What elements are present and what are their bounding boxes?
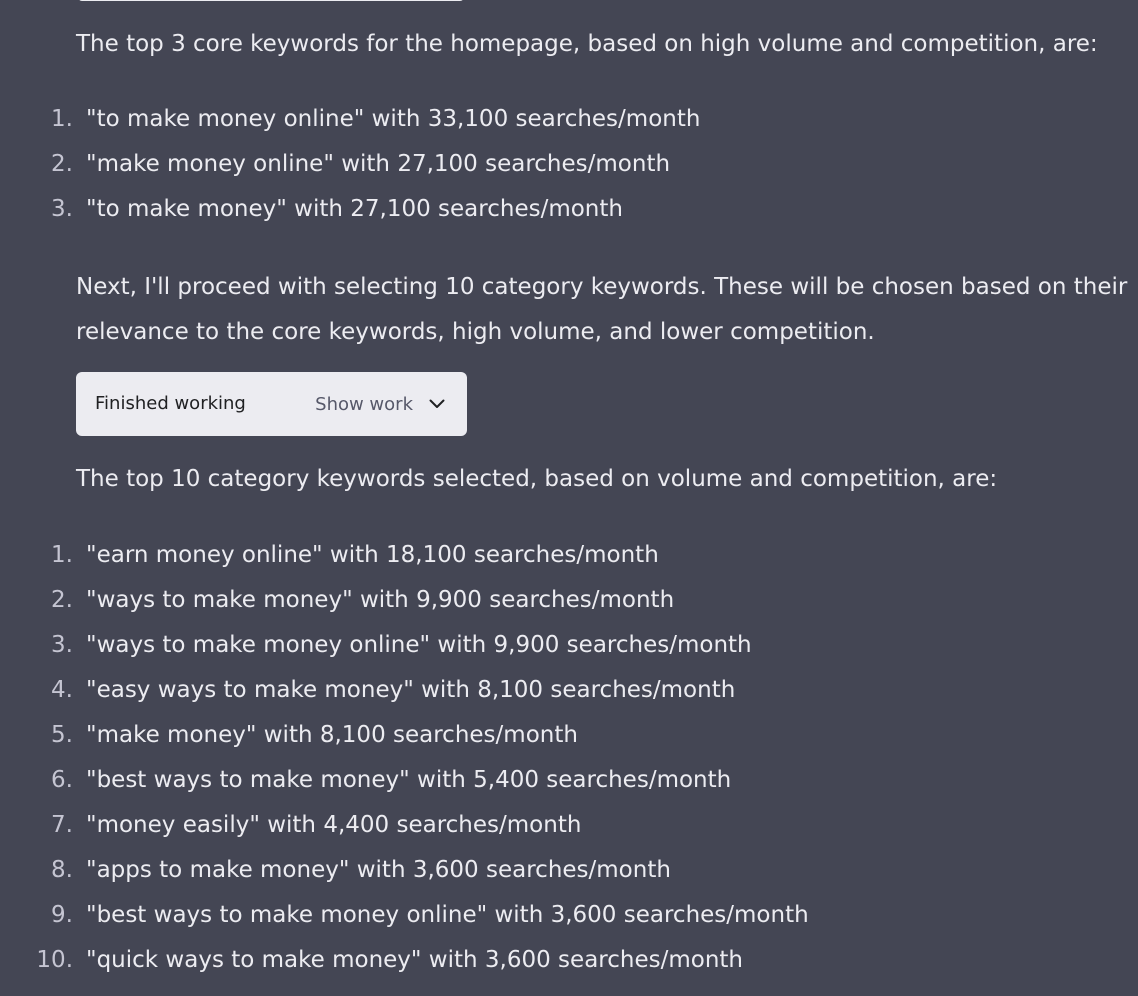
list-item-text: "make money online" with 27,100 searches/month — [86, 151, 671, 177]
list-number: 9. — [51, 902, 73, 928]
list-number: 3. — [51, 632, 73, 658]
next-step-line-2: relevance to the core keywords, high volume, and lower competition. — [76, 319, 875, 345]
list-item — [0, 578, 1138, 623]
work-status-label: Finished working — [95, 393, 246, 414]
list-item — [0, 142, 1138, 187]
list-item-text: "to make money online" with 33,100 searches/month — [86, 106, 701, 132]
show-work-button[interactable] — [315, 372, 445, 436]
chevron-down-icon — [429, 399, 445, 409]
list-item — [0, 758, 1138, 803]
category-keywords-intro: The top 10 category keywords selected, based on volume and competition, are: — [76, 466, 998, 492]
list-item — [0, 668, 1138, 713]
next-step-line-1: Next, I'll proceed with selecting 10 category keywords. These will be chosen based on their — [76, 274, 1128, 300]
list-item-text: "to make money" with 27,100 searches/month — [86, 196, 623, 222]
list-item-text: "best ways to make money" with 5,400 searches/month — [86, 767, 732, 793]
work-status-box — [76, 372, 467, 436]
list-item-text: "quick ways to make money" with 3,600 searches/month — [86, 947, 743, 973]
list-number: 6. — [51, 767, 73, 793]
core-keywords-intro: The top 3 core keywords for the homepage, based on high volume and competition, are: — [76, 31, 1098, 57]
previous-box-edge — [78, 0, 464, 1]
list-item-text: "ways to make money" with 9,900 searches/month — [86, 587, 675, 613]
list-item — [0, 938, 1138, 983]
list-number: 10. — [36, 947, 73, 973]
list-item-text: "apps to make money" with 3,600 searches/month — [86, 857, 671, 883]
list-item-text: "earn money online" with 18,100 searches/month — [86, 542, 659, 568]
list-number: 5. — [51, 722, 73, 748]
show-work-label: Show work — [315, 393, 413, 415]
list-number: 3. — [51, 196, 73, 222]
list-item-text: "ways to make money online" with 9,900 searches/month — [86, 632, 752, 658]
list-item — [0, 893, 1138, 938]
list-number: 7. — [51, 812, 73, 838]
list-item — [0, 187, 1138, 232]
list-item — [0, 848, 1138, 893]
list-number: 2. — [51, 587, 73, 613]
core-keywords-list — [0, 97, 1138, 232]
list-item — [0, 533, 1138, 578]
list-number: 1. — [51, 542, 73, 568]
category-keywords-list — [0, 533, 1138, 983]
list-item — [0, 803, 1138, 848]
list-item-text: "make money" with 8,100 searches/month — [86, 722, 578, 748]
list-number: 8. — [51, 857, 73, 883]
list-item — [0, 713, 1138, 758]
list-item-text: "easy ways to make money" with 8,100 searches/month — [86, 677, 736, 703]
list-number: 1. — [51, 106, 73, 132]
list-item — [0, 623, 1138, 668]
list-number: 4. — [51, 677, 73, 703]
list-number: 2. — [51, 151, 73, 177]
list-item-text: "best ways to make money online" with 3,600 searches/month — [86, 902, 809, 928]
list-item — [0, 97, 1138, 142]
next-step-paragraph — [76, 265, 1127, 355]
list-item-text: "money easily" with 4,400 searches/month — [86, 812, 582, 838]
